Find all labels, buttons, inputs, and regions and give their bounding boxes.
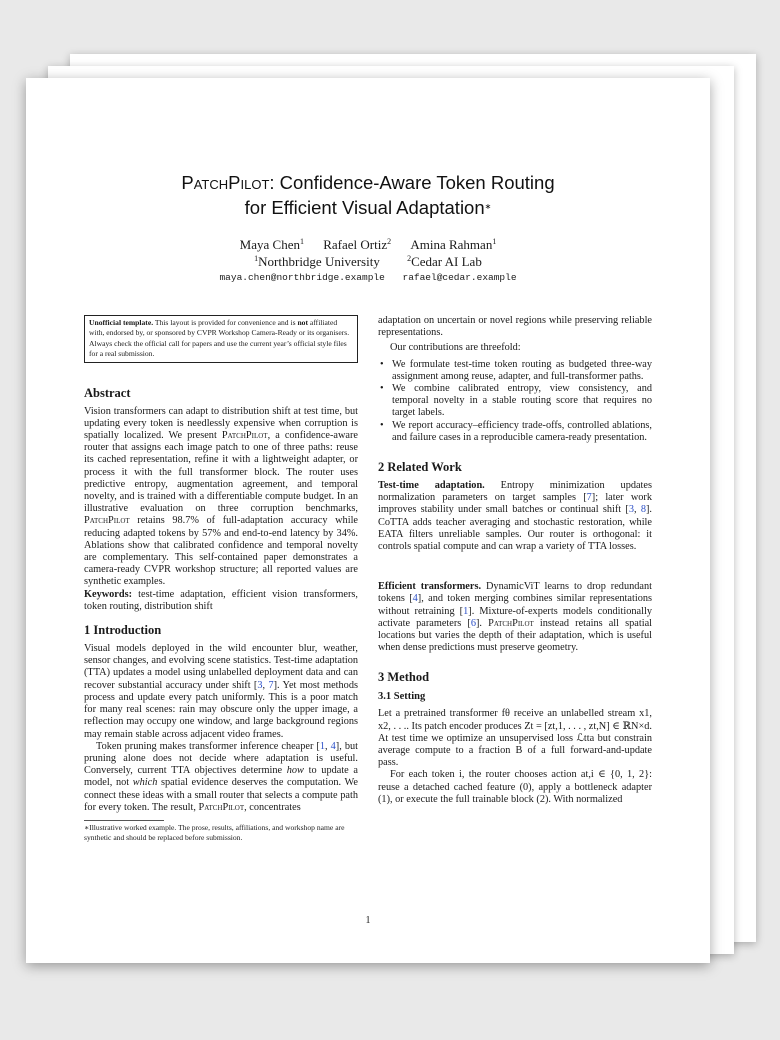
keywords: Keywords: test-time adaptation, efficient vision transformers, token routing, distribution shift bbox=[84, 588, 358, 612]
citation-link[interactable]: 1 bbox=[319, 740, 326, 752]
setting-paragraph-2: For each token i, the router chooses action at,i ∈ {0, 1, 2}: reuse a detached cached feature (0), apply a bottleneck adapter (1), or execute the full trainable block (2). With normalized bbox=[378, 769, 652, 805]
introduction-heading: 1 Introduction bbox=[84, 623, 162, 638]
citation-link[interactable]: 7 bbox=[586, 492, 592, 504]
title-method-name: PatchPilot bbox=[181, 172, 270, 193]
title-line1: : Confidence-Aware Token Routing bbox=[269, 172, 555, 193]
citation-link[interactable]: 6 bbox=[470, 617, 476, 629]
author: Maya Chen$^1$ bbox=[239, 237, 304, 252]
footnote: ∗Illustrative worked example. The prose, results, affiliations, and workshop name are synthetic and should be replaced before submission. bbox=[84, 822, 345, 842]
citation-link[interactable]: 1 bbox=[463, 605, 469, 617]
tta-paragraph: Test-time adaptation. Entropy minimization updates normalization parameters on target samples [7]; later work improves stability under small batches or continual shift [3, 8]. CoTTA adds teacher averaging and stochastic restoration, while EATA filters unreliable samples. Our router is orthogonal: it controls spatial compute and can wrap a variety of TTA losses. bbox=[378, 480, 652, 553]
author-list bbox=[26, 236, 710, 253]
email: maya.chen@northbridge.example bbox=[219, 272, 385, 283]
citation-link[interactable]: 3 bbox=[257, 679, 263, 691]
related-work-heading: 2 Related Work bbox=[378, 460, 462, 475]
left-column bbox=[84, 315, 358, 843]
affiliation: $^2$Cedar AI Lab bbox=[407, 254, 482, 269]
citation-link[interactable]: 3 bbox=[628, 504, 634, 516]
paper-title bbox=[26, 170, 710, 220]
contribution-list bbox=[378, 359, 652, 444]
page-number: 1 bbox=[365, 915, 371, 926]
author: Rafael Ortiz$^2$ bbox=[323, 237, 392, 252]
right-column bbox=[378, 315, 652, 806]
contributions-intro: Our contributions are threefold: bbox=[390, 342, 521, 354]
intro-paragraph-1: Visual models deployed in the wild encounter blur, weather, sensor changes, and evolving scene statistics. Test-time adaptation (TTA) updates a model using unlabelled deployment data and can recover substantial accuracy under shift [3, 7]. Yet most methods process and update every patch uniformly. This is a poor match for many real scenes: rain may obscure only the upper image, a reflection may occupy one window, and large background regions may remain stable across adjacent video frames. bbox=[84, 643, 358, 740]
footnote-rule bbox=[84, 820, 164, 821]
affiliation: $^1$Northbridge University bbox=[254, 254, 380, 269]
paper-page bbox=[26, 78, 710, 963]
abstract-heading: Abstract bbox=[84, 385, 131, 400]
email: rafael@cedar.example bbox=[402, 272, 517, 283]
email-list bbox=[26, 272, 710, 283]
citation-link[interactable]: 7 bbox=[268, 679, 274, 691]
contribution-item: • We report accuracy–efficiency trade-offs, controlled ablations, and failure cases in a reproducible camera-ready presentation. bbox=[380, 420, 652, 444]
setting-paragraph-1: Let a pretrained transformer fθ receive an unlabelled stream x1, x2, . . .. Its patch encoder produces Zt = [zt,1, . . . , zt,N] ∈ ℝN×d. At test time we optimize an unsupervised loss ℒtta but constrain average compute to a fraction B of a full forward-and-update pass. bbox=[378, 708, 652, 769]
efficient-transformers-paragraph: Efficient transformers. DynamicViT learns to drop redundant tokens [4], and token merging combines similar representations without retraining [1]. Mixture-of-experts models conditionally activate parameters [6]. PatchPilot instead retains all spatial locations but varies the depth of their adaptation, which is useful when dense predictions must preserve geometry. bbox=[378, 581, 652, 654]
intro-continuation: adaptation on uncertain or novel regions while preserving reliable representations. bbox=[378, 315, 652, 339]
citation-link[interactable]: 4 bbox=[330, 740, 336, 752]
method-heading: 3 Method bbox=[378, 670, 430, 685]
setting-heading: 3.1 Setting bbox=[378, 691, 426, 703]
title-footnote-mark: ∗ bbox=[484, 202, 492, 211]
contribution-item: • We combine calibrated entropy, view consistency, and temporal novelty in a stable routing score that requires no target labels. bbox=[380, 383, 652, 420]
author: Amina Rahman$^1$ bbox=[410, 237, 497, 252]
unofficial-template-notice: Unofficial template. This layout is provided for convenience and is not affiliated with, endorsed by, or sponsored by CVPR Workshop Camera-Ready or its organisers. Always check the official call for papers and use the current year’s official style files for a real submission. bbox=[84, 315, 358, 363]
citation-link[interactable]: 8 bbox=[640, 504, 646, 516]
title-line2: for Efficient Visual Adaptation bbox=[244, 197, 485, 218]
affiliation-list bbox=[26, 253, 710, 270]
citation-link[interactable]: 4 bbox=[412, 593, 418, 605]
abstract-text: Vision transformers can adapt to distribution shift at test time, but updating every token is needlessly expensive when corruption is spatially localized. We present PatchPilot, a confidence-aware router that assigns each image patch to one of three paths: reuse its cached representation, refine it with a lightweight adapter, or process it with the full transformer block. The router uses predictive entropy, augmentation agreement, and temporal novelty, and is trained with a differentiable compute budget. In an illustrative evaluation on three corruption benchmarks, PatchPilot retains 98.7% of full-adaptation accuracy while reducing adapted tokens by 57% and end-to-end latency by 34%. Ablations show that calibrated confidence and temporal novelty are complementary. This self-contained paper demonstrates a camera-ready CVPR workshop structure; all reported values are synthetic examples. bbox=[84, 405, 358, 588]
contribution-item: • We formulate test-time token routing as budgeted three-way assignment among reuse, adapter, and full-transformer paths. bbox=[380, 359, 652, 383]
intro-paragraph-2: Token pruning makes transformer inference cheaper [1, 4], but pruning alone does not decide where adaptation is useful. Conversely, current TTA objectives determine how to update a model, not which spatial evidence deserves the computation. We connect these ideas with a small router that selects a compute path for every token. The result, PatchPilot, concentrates bbox=[84, 740, 359, 813]
